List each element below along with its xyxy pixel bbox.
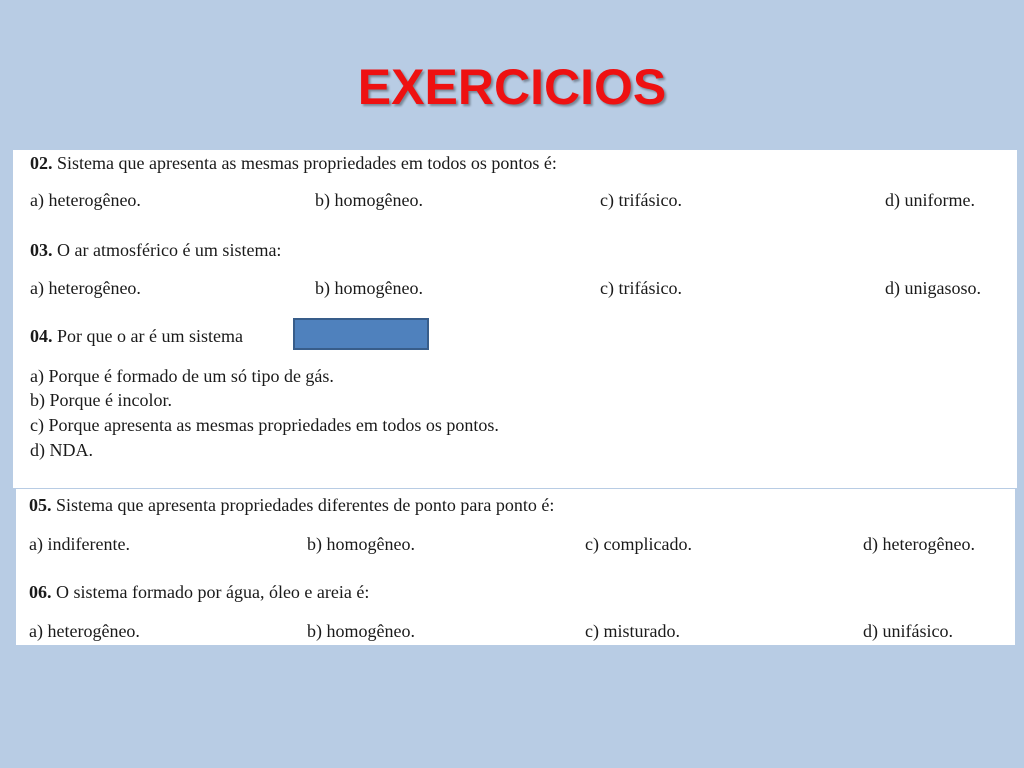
- slide-title: EXERCICIOS: [357, 59, 667, 115]
- option-05-b: b) homogêneo.: [307, 534, 415, 554]
- question-number: 02.: [30, 153, 53, 173]
- option-06-a: a) heterogêneo.: [29, 621, 140, 641]
- option-05-c: c) complicado.: [585, 534, 692, 554]
- exercise-panel-bottom: [16, 489, 1015, 645]
- question-03: [30, 241, 281, 259]
- option-03-b: b) homogêneo.: [315, 278, 423, 298]
- question-05: [29, 496, 554, 514]
- option-03-c: c) trifásico.: [600, 278, 682, 298]
- option-03-d: d) unigasoso.: [885, 278, 981, 298]
- option-02-c: c) trifásico.: [600, 190, 682, 210]
- option-04-b: b) Porque é incolor.: [30, 390, 172, 410]
- option-02-d: d) uniforme.: [885, 190, 975, 210]
- option-06-c: c) misturado.: [585, 621, 680, 641]
- question-text: Sistema que apresenta propriedades diferentes de ponto para ponto é:: [56, 495, 555, 515]
- question-number: 05.: [29, 495, 52, 515]
- option-02-b: b) homogêneo.: [315, 190, 423, 210]
- question-text: O sistema formado por água, óleo e areia é:: [56, 582, 370, 602]
- option-04-c: c) Porque apresenta as mesmas propriedades em todos os pontos.: [30, 415, 499, 435]
- option-06-b: b) homogêneo.: [307, 621, 415, 641]
- option-04-d: d) NDA.: [30, 440, 93, 460]
- option-02-a: a) heterogêneo.: [30, 190, 141, 210]
- question-text: Por que o ar é um sistema: [57, 326, 243, 346]
- question-06: [29, 583, 369, 601]
- option-04-a: a) Porque é formado de um só tipo de gás.: [30, 366, 334, 386]
- question-text: Sistema que apresenta as mesmas propriedades em todos os pontos é:: [57, 153, 557, 173]
- option-06-d: d) unifásico.: [863, 621, 953, 641]
- option-05-d: d) heterogêneo.: [863, 534, 975, 554]
- question-number: 06.: [29, 582, 52, 602]
- question-number: 04.: [30, 326, 53, 346]
- redaction-box: [293, 318, 429, 350]
- question-02: [30, 154, 557, 172]
- question-number: 03.: [30, 240, 53, 260]
- option-03-a: a) heterogêneo.: [30, 278, 141, 298]
- option-05-a: a) indiferente.: [29, 534, 130, 554]
- exercise-panel-top: [13, 150, 1017, 488]
- question-04: [30, 327, 243, 345]
- question-text: O ar atmosférico é um sistema:: [57, 240, 282, 260]
